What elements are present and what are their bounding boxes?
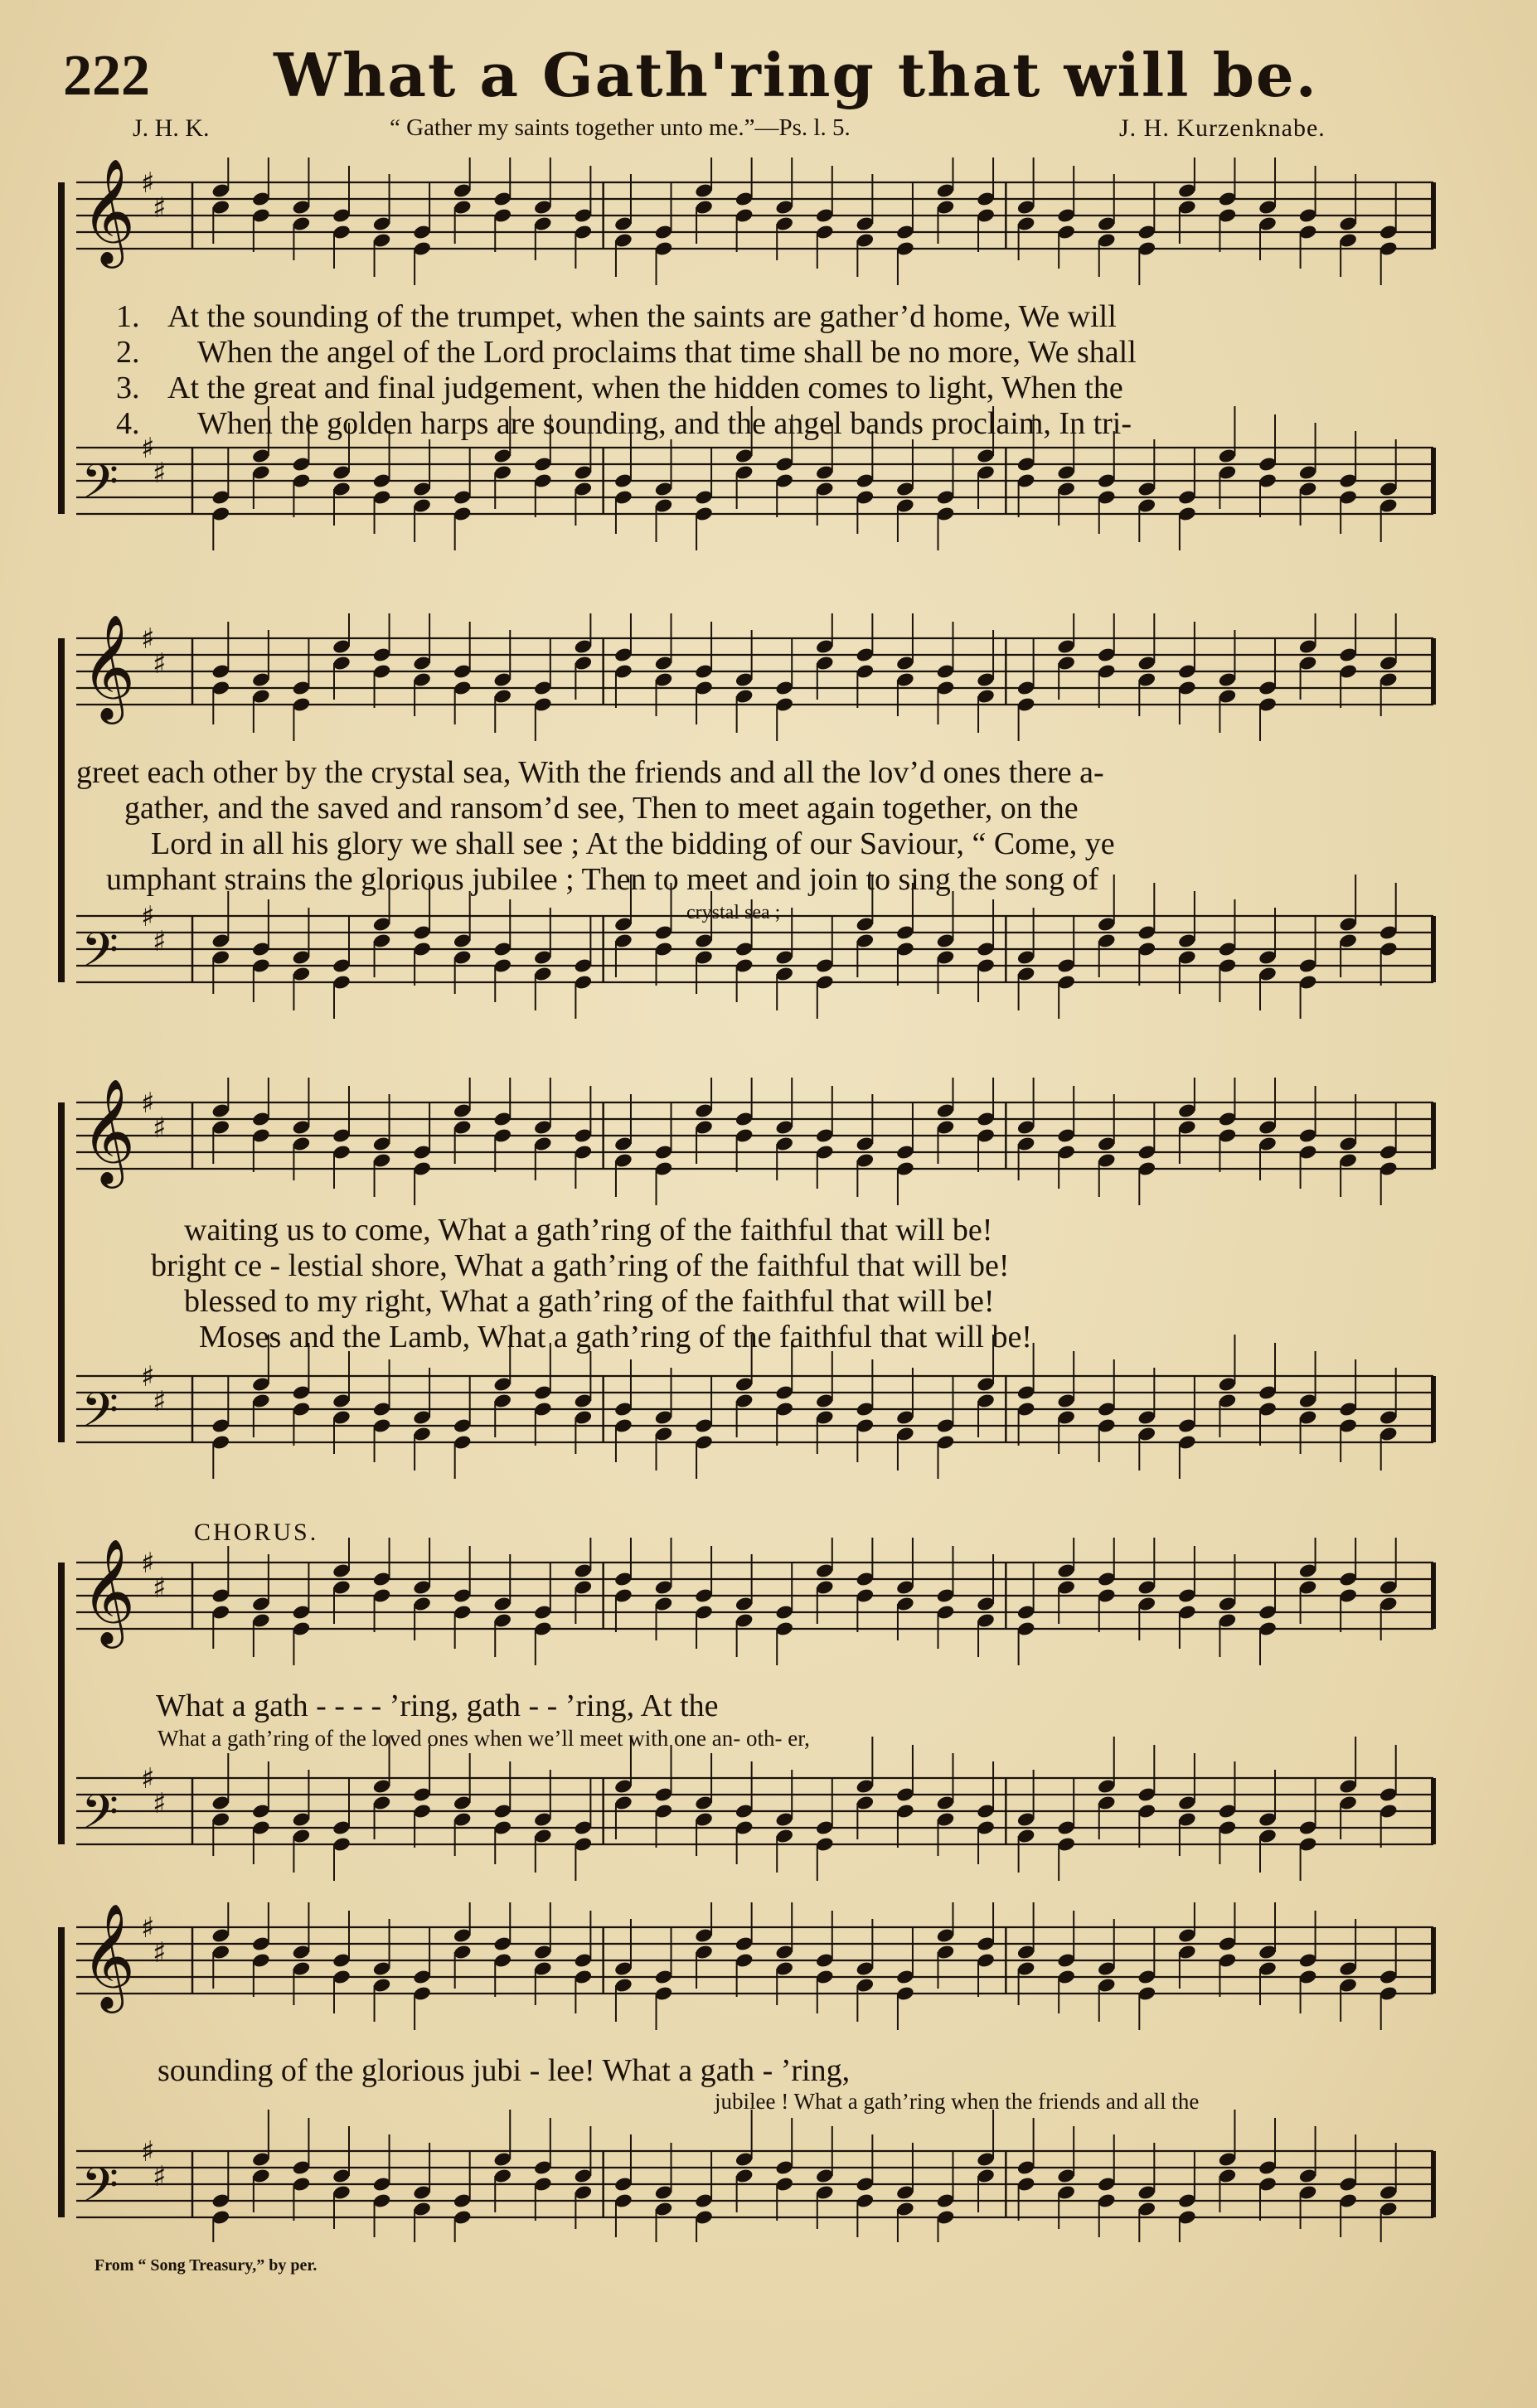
chorus-alto-line: jubilee ! What a gath’ring when the friends and all the (715, 2089, 1200, 2114)
verse-line: greet each other by the crystal sea, With the friends and all the lov’d ones there a- (76, 755, 1104, 790)
verse-line: bright ce - lestial shore, What a gath’ring of the faithful that will be! (151, 1248, 1010, 1283)
verse-line: At the sounding of the trumpet, when the saints are gather’d home, We will (167, 299, 1117, 334)
bass-clef-icon: 𝄢 (81, 1382, 119, 1450)
sharp-icon: ♯ (141, 167, 155, 200)
sharp-icon: ♯ (153, 2160, 167, 2193)
source-credit: From “ Song Treasury,” by per. (95, 2256, 318, 2275)
chorus-label: CHORUS. (194, 1519, 319, 1546)
hymn-title: What a Gath'ring that will be. (274, 40, 1318, 110)
bass-clef-icon: 𝄢 (81, 922, 119, 990)
verse-number: 1. (116, 299, 140, 334)
bass-clef-icon: 𝄢 (81, 2157, 119, 2225)
sharp-icon: ♯ (153, 1572, 167, 1605)
sharp-icon: ♯ (153, 1787, 167, 1820)
verse-number: 2. (116, 335, 140, 370)
verse-line: When the angel of the Lord proclaims that time shall be no more, We shall (197, 335, 1137, 370)
verse-line: waiting us to come, What a gath’ring of the faithful that will be! (184, 1213, 993, 1248)
chorus-line: sounding of the glorious jubi - lee! What a gath - ’ring, (158, 2053, 851, 2088)
verse-line: At the great and final judgement, when the hidden comes to light, When the (167, 371, 1123, 405)
bass-clef-icon: 𝄢 (81, 453, 119, 521)
alto-annotation: crystal sea ; (686, 902, 781, 923)
system-bar (58, 1102, 65, 1442)
sharp-icon: ♯ (153, 1385, 167, 1418)
sharp-icon: ♯ (153, 925, 167, 958)
sharp-icon: ♯ (141, 1547, 155, 1580)
verse-number: 4. (116, 406, 140, 441)
sharp-icon: ♯ (153, 647, 167, 681)
bass-clef-icon: 𝄢 (81, 1784, 119, 1852)
sharp-icon: ♯ (141, 2135, 155, 2168)
chorus-alto-line: What a gath’ring of the loved ones when we’ll meet with one an- oth- er, (158, 1726, 810, 1751)
sharp-icon: ♯ (141, 1087, 155, 1120)
sharp-icon: ♯ (153, 1936, 167, 1970)
sharp-icon: ♯ (141, 1911, 155, 1945)
verse-line: Moses and the Lamb, What a gath’ring of the faithful that will be! (199, 1320, 1032, 1354)
treble-clef-icon: 𝄞 (81, 613, 136, 719)
treble-clef-icon: 𝄞 (81, 157, 136, 264)
chorus-line: What a gath - - - - ’ring, gath - - ’ring, At the (156, 1689, 719, 1723)
sharp-icon: ♯ (141, 432, 155, 465)
verse-line: blessed to my right, What a gath’ring of the faithful that will be! (184, 1284, 995, 1319)
system-bar (58, 1927, 65, 2217)
sharp-icon: ♯ (153, 191, 167, 225)
composer: J. H. Kurzenknabe. (1119, 114, 1326, 142)
system-bar (58, 182, 65, 514)
treble-clef-icon: 𝄞 (81, 1538, 136, 1644)
verse-line: When the golden harps are sounding, and the angel bands proclaim, In tri- (197, 406, 1132, 441)
verse-line: Lord in all his glory we shall see ; At the bidding of our Saviour, “ Come, ye (151, 826, 1115, 861)
verse-number: 3. (116, 371, 140, 405)
sharp-icon: ♯ (141, 900, 155, 933)
sharp-icon: ♯ (153, 1112, 167, 1145)
lyricist: J. H. K. (133, 114, 210, 142)
scripture-reference: “ Gather my saints together unto me.”—Ps. l. 5. (390, 114, 851, 141)
verse-line: umphant strains the glorious jubilee ; Then to meet and join to sing the song of (106, 862, 1099, 897)
sharp-icon: ♯ (153, 457, 167, 490)
sharp-icon: ♯ (141, 623, 155, 656)
page-number: 222 (63, 44, 150, 108)
system-bar (58, 638, 65, 982)
system-bar (58, 1563, 65, 1844)
sharp-icon: ♯ (141, 1360, 155, 1393)
treble-clef-icon: 𝄞 (81, 1902, 136, 2008)
treble-clef-icon: 𝄞 (81, 1078, 136, 1184)
verse-line: gather, and the saved and ransom’d see, Then to meet again together, on the (124, 791, 1079, 826)
sharp-icon: ♯ (141, 1762, 155, 1795)
